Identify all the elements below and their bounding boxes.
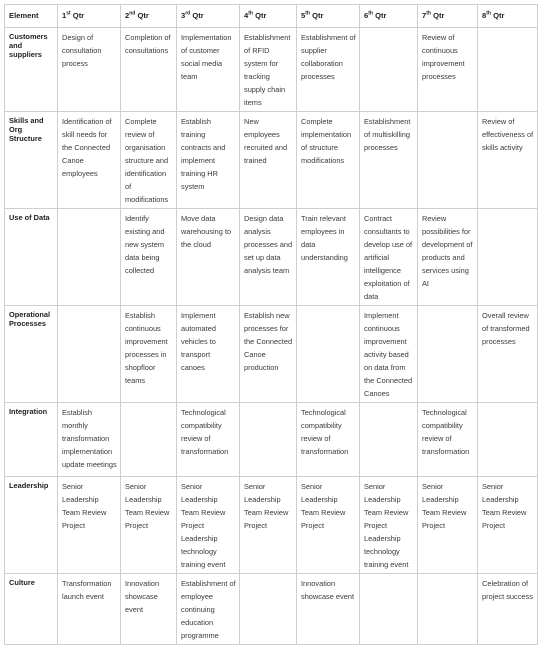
- table-cell: Senior Leadership Team Review Project: [240, 477, 297, 574]
- table-cell: Train relevant employees in data understanding: [297, 209, 360, 306]
- row-label: Operational Processes: [5, 306, 58, 403]
- row-label: Culture: [5, 574, 58, 645]
- table-row-skills-org-structure: [5, 112, 538, 209]
- table-cell: Innovation showcase event: [121, 574, 177, 645]
- table-cell: Technological compatibility review of transformation: [418, 403, 478, 477]
- table-cell: [360, 403, 418, 477]
- table-cell: Technological compatibility review of transformation: [297, 403, 360, 477]
- table-cell: Establishment of RFID system for tracking supply chain items: [240, 28, 297, 112]
- table-cell: Establish continuous improvement processes in shopfloor teams: [121, 306, 177, 403]
- table-cell: Senior Leadership Team Review Project: [418, 477, 478, 574]
- row-label: Leadership: [5, 477, 58, 574]
- table-row-culture: [5, 574, 538, 645]
- table-cell: [58, 306, 121, 403]
- header-quarter: 7th Qtr: [418, 5, 478, 28]
- table-cell: Establish new processes for the Connected Canoe production: [240, 306, 297, 403]
- transformation-plan-table: [4, 4, 538, 645]
- table-cell: Establishment of supplier collaboration processes: [297, 28, 360, 112]
- table-cell: Establish training contracts and implement training HR system: [177, 112, 240, 209]
- header-quarter: 8th Qtr: [478, 5, 538, 28]
- table-cell: Establishment of multiskilling processes: [360, 112, 418, 209]
- header-quarter: 2nd Qtr: [121, 5, 177, 28]
- table-cell: Design of consultation process: [58, 28, 121, 112]
- table-cell: [240, 403, 297, 477]
- table-cell: Overall review of transformed processes: [478, 306, 538, 403]
- table-cell: [297, 306, 360, 403]
- table-cell: Senior Leadership Team Review Project: [478, 477, 538, 574]
- table-cell: Complete review of organisation structure and identification of modifications: [121, 112, 177, 209]
- row-label: Use of Data: [5, 209, 58, 306]
- table-cell: New employees recruited and trained: [240, 112, 297, 209]
- table-cell: [418, 112, 478, 209]
- table-cell: Innovation showcase event: [297, 574, 360, 645]
- header-quarter: 4th Qtr: [240, 5, 297, 28]
- table-cell: Review of effectiveness of skills activity: [478, 112, 538, 209]
- header-quarter: 5th Qtr: [297, 5, 360, 28]
- table-cell: [478, 28, 538, 112]
- table-cell: Senior Leadership Team Review Project Leadership technology training event: [177, 477, 240, 574]
- table-cell: Review possibilities for development of products and services using AI: [418, 209, 478, 306]
- table-cell: [478, 209, 538, 306]
- row-label: Skills and Org Structure: [5, 112, 58, 209]
- table-cell: Senior Leadership Team Review Project: [121, 477, 177, 574]
- table-cell: Technological compatibility review of transformation: [177, 403, 240, 477]
- table-row-leadership: [5, 477, 538, 574]
- table-row-operational-processes: [5, 306, 538, 403]
- header-element: Element: [5, 5, 58, 28]
- table-cell: Complete implementation of structure modifications: [297, 112, 360, 209]
- table-row-integration: [5, 403, 538, 477]
- table-cell: [58, 209, 121, 306]
- table-cell: Design data analysis processes and set up data analysis team: [240, 209, 297, 306]
- table-cell: [418, 574, 478, 645]
- table-row-use-of-data: [5, 209, 538, 306]
- header-quarter: 6th Qtr: [360, 5, 418, 28]
- table-cell: [478, 403, 538, 477]
- header-row: [5, 5, 538, 28]
- table-cell: Establish monthly transformation implementation update meetings: [58, 403, 121, 477]
- table-cell: Review of continuous improvement processes: [418, 28, 478, 112]
- table-cell: [121, 403, 177, 477]
- table-cell: Celebration of project success: [478, 574, 538, 645]
- row-label: Integration: [5, 403, 58, 477]
- table-cell: [240, 574, 297, 645]
- table-cell: Identify existing and new system data being collected: [121, 209, 177, 306]
- table-cell: [360, 28, 418, 112]
- header-quarter: 3rd Qtr: [177, 5, 240, 28]
- transformation-plan-container: [4, 4, 537, 645]
- table-cell: Senior Leadership Team Review Project: [58, 477, 121, 574]
- table-cell: Senior Leadership Team Review Project: [297, 477, 360, 574]
- row-label: Customers and suppliers: [5, 28, 58, 112]
- table-cell: Contract consultants to develop use of artificial intelligence exploitation of data: [360, 209, 418, 306]
- table-cell: Move data warehousing to the cloud: [177, 209, 240, 306]
- table-cell: Identification of skill needs for the Connected Canoe employees: [58, 112, 121, 209]
- table-cell: Transformation launch event: [58, 574, 121, 645]
- table-cell: [418, 306, 478, 403]
- table-cell: Implement automated vehicles to transport canoes: [177, 306, 240, 403]
- table-cell: Implement continuous improvement activity based on data from the Connected Canoes: [360, 306, 418, 403]
- table-cell: Establishment of employee continuing education programme: [177, 574, 240, 645]
- table-cell: [360, 574, 418, 645]
- table-row-customers-suppliers: [5, 28, 538, 112]
- header-quarter: 1st Qtr: [58, 5, 121, 28]
- table-cell: Completion of consultations: [121, 28, 177, 112]
- table-cell: Senior Leadership Team Review Project Leadership technology training event: [360, 477, 418, 574]
- table-cell: Implementation of customer social media team: [177, 28, 240, 112]
